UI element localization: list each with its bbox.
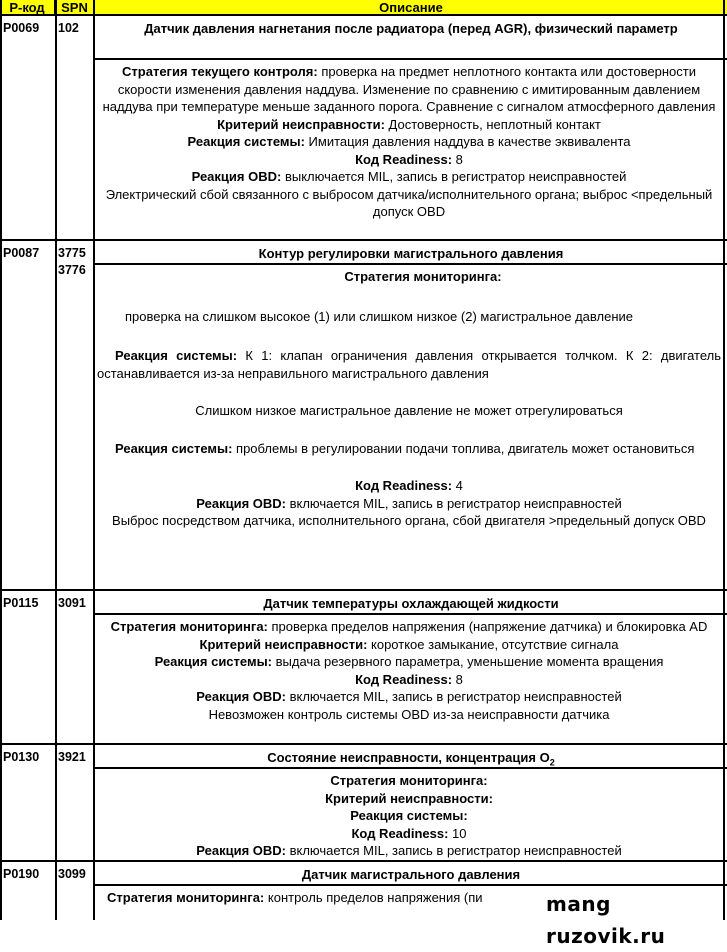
row-title: Состояние неисправности, концентрация $O_2$ — [95, 747, 727, 769]
row-body: Стратегия мониторинга: Критерий неисправности: Реакция системы: Код Readiness: 10 Реакция OBD: включается MIL, запись в регистратор неисправностей — [196, 773, 622, 858]
row-title: Датчик температуры охлаждающей жидкости — [95, 593, 727, 615]
grid-line-col1 — [55, 0, 57, 920]
row-body: Стратегия мониторинга: проверка на слишком высокое (1) или слишком низкое (2) магистральное давление Реакция системы: К 1: клапан ограничения давления открывается толчком. К 2: двигатель останавливается из-за неправильного магистрального давления Слишком низкое магистральное давление не может отрегулироваться Реакция системы: проблемы в регулировании подачи топлива, двигатель может остановиться Код Readiness: 4 Реакция OBD: включается MIL, запись в регистратор неисправностей Выброс посредством датчика, исполнительного органа, сбой двигателя >предельный допуск OBD — [97, 269, 721, 528]
row-separator — [0, 589, 727, 591]
row-spn: 3921 — [58, 750, 86, 764]
row-body: Стратегия мониторинга: контроль пределов напряжения (пи — [107, 890, 483, 905]
row-spn: 102 — [58, 21, 79, 35]
header-pcode: P-код — [0, 0, 56, 16]
row-code: P0069 — [3, 21, 40, 35]
grid-line-col2 — [93, 0, 95, 920]
grid-line-left — [0, 0, 2, 920]
header-spn: SPN — [56, 0, 95, 16]
row-body: Стратегия мониторинга: проверка пределов напряжения (напряжение датчика) и блокировка AD Критерий неисправности: короткое замыкание, отсутствие сигнала Реакция системы: выдача резервного параметра, уменьшение момента вращения Код Readiness: 8 Реакция OBD: включается MIL, запись в регистратор неисправностей Невозможен контроль системы OBD из-за неисправности датчика — [110, 619, 708, 722]
row-code: P0087 — [3, 246, 40, 260]
row-title: Датчик магистрального давления — [95, 864, 727, 886]
row-code: P0115 — [3, 596, 39, 610]
grid-line-right — [723, 0, 725, 920]
row-spn: 3099 — [58, 867, 86, 881]
row-separator — [0, 743, 727, 745]
header-description: Описание — [95, 0, 727, 16]
watermark: mang ruzovik.ru — [546, 892, 666, 948]
row-code: P0190 — [3, 867, 40, 881]
row-separator — [0, 239, 727, 241]
row-title: Датчик давления нагнетания после радиатора (перед AGR), физический параметр — [95, 18, 727, 60]
row-separator — [0, 860, 727, 862]
row-code: P0130 — [3, 750, 40, 764]
row-body: Стратегия текущего контроля: проверка на предмет неплотного контакта или достоверности скорости изменения давления наддува. Изменение по сравнению с имитированным давлением наддува при температуре меньше заданного порога. Сравнение с сигналом атмосферного давления Критерий неисправности: Достоверность, неплотный контакт Реакция системы: Имитация давления наддува в качестве эквивалента Код Readiness: 8 Реакция OBD: выключается MIL, запись в регистратор неисправностей Электрический сбой связанного с выбросом датчика/исполнительного органа; выброс <предельный допуск OBD — [102, 64, 716, 219]
row-spn: 3091 — [58, 596, 86, 610]
row-spn-2: 3776 — [58, 263, 86, 277]
row-spn: 3775 — [58, 246, 86, 260]
row-title: Контур регулировки магистрального давления — [95, 243, 727, 265]
